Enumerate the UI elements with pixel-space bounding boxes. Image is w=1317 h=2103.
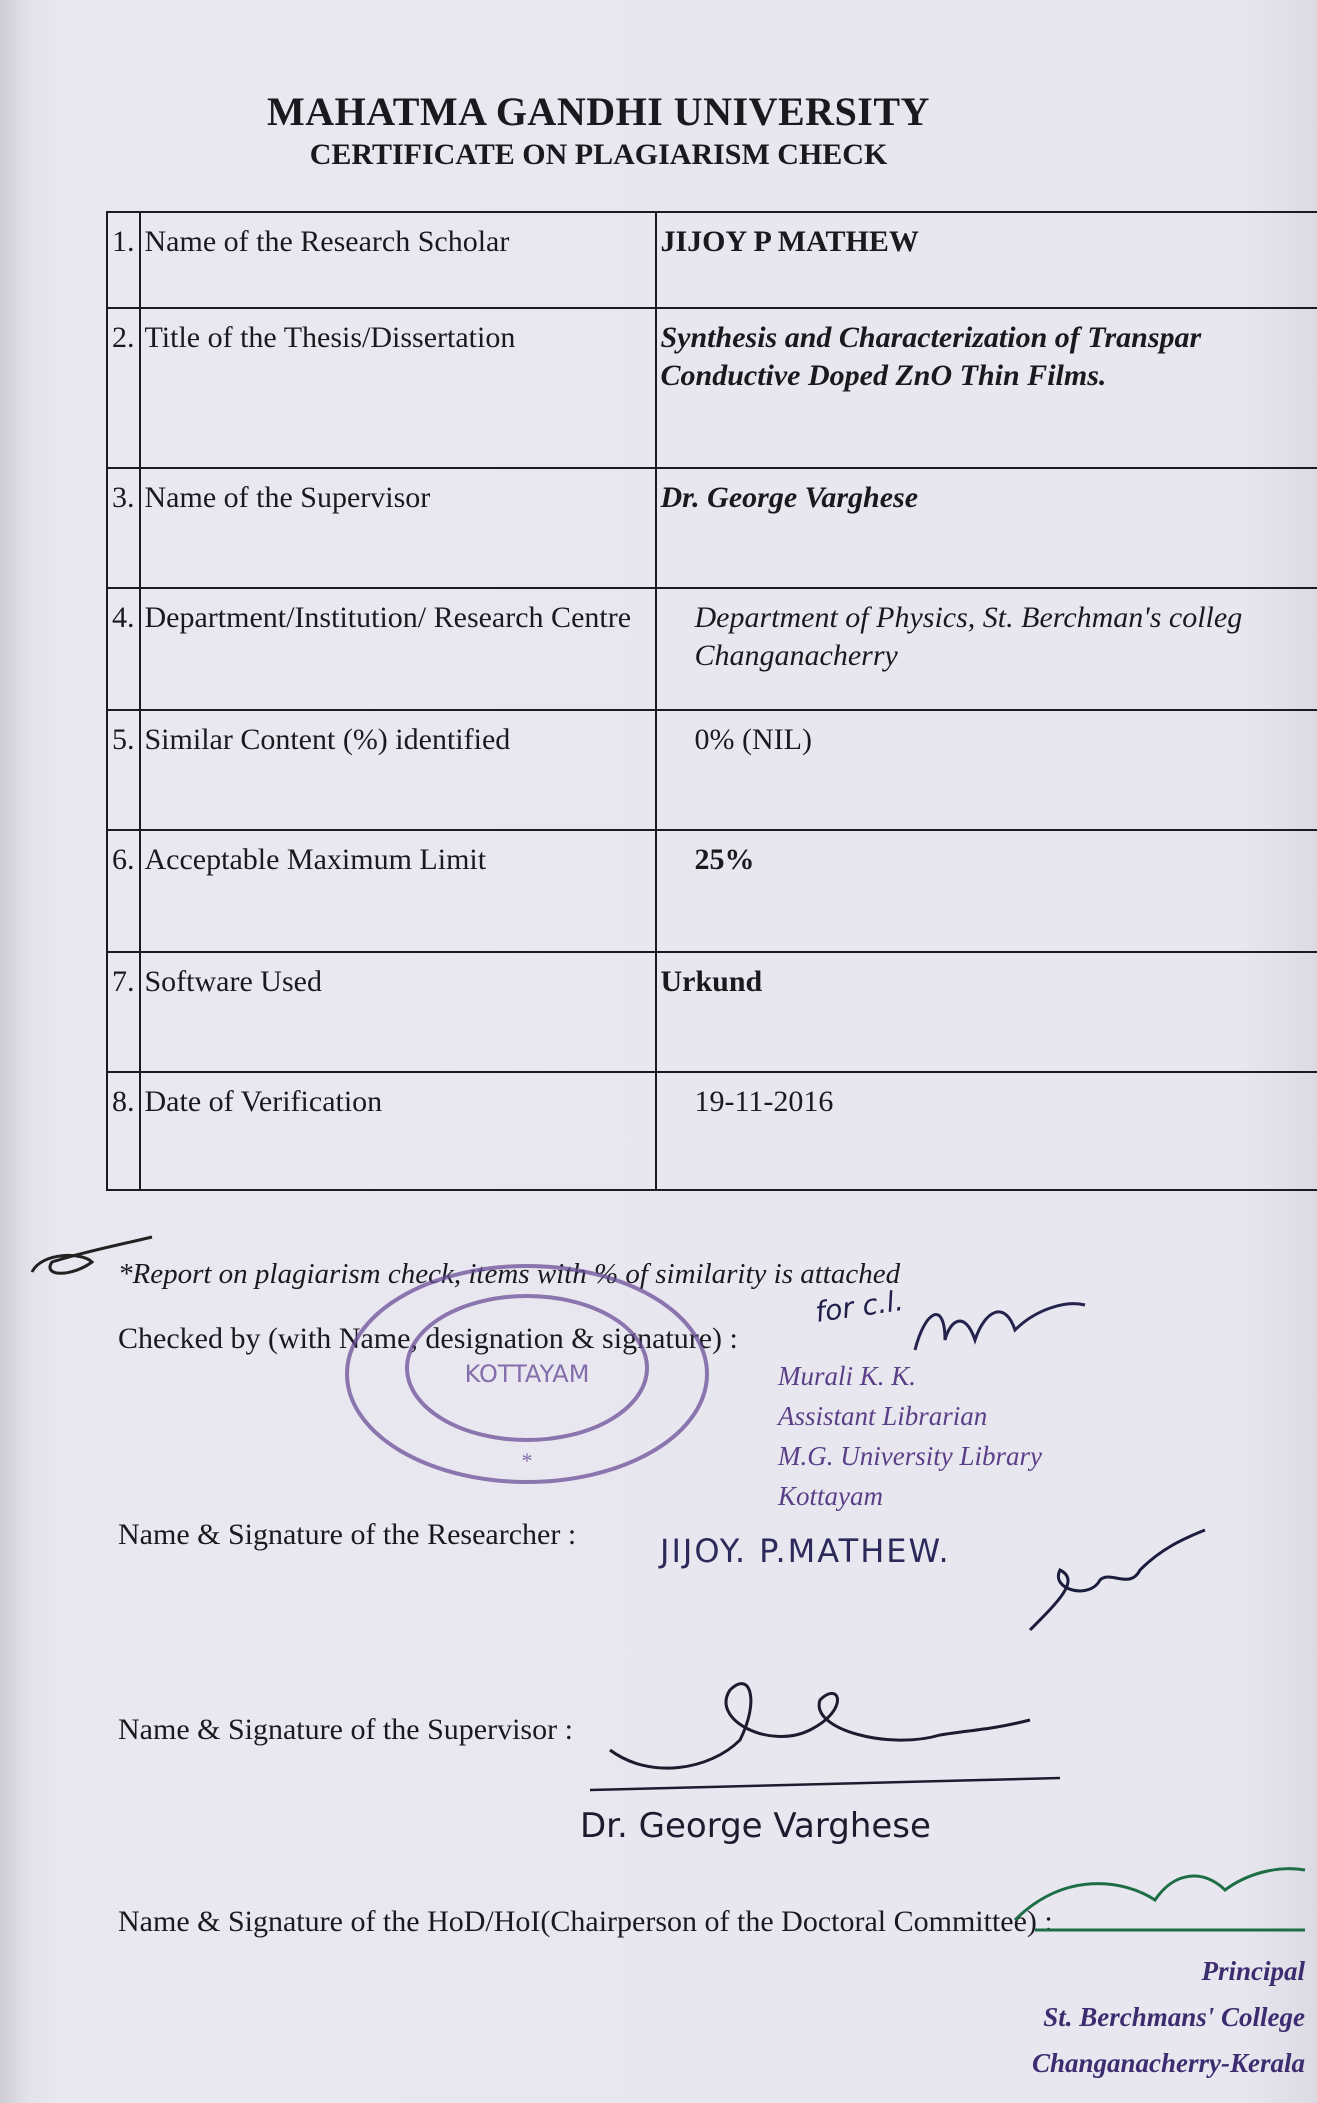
table-row (107, 830, 1317, 952)
stamp-text: KOTTAYAM (464, 1360, 590, 1388)
row-label: Acceptable Maximum Limit (140, 830, 656, 952)
college-place: Changanacherry-Kerala (1031, 2048, 1305, 2078)
hod-signature (1005, 1860, 1315, 1940)
library-name: M.G. University Library (778, 1441, 1042, 1471)
row-number: 4. (107, 588, 140, 710)
row-value (656, 308, 1317, 468)
row-value: 19-11-2016 (656, 1072, 1317, 1190)
row-number: 6. (107, 830, 140, 952)
librarian-title: Assistant Librarian (778, 1401, 988, 1431)
checker-handwriting: for c.l. (813, 1284, 906, 1329)
report-note: *Report on plagiarism check, items with % of similarity is attached (118, 1258, 901, 1290)
row-label: Date of Verification (140, 1072, 656, 1190)
row-number: 8. (107, 1072, 140, 1190)
table-row (107, 588, 1317, 710)
row-label: Name of the Research Scholar (140, 212, 656, 308)
row-label: Similar Content (%) identified (140, 710, 656, 830)
table-row (107, 952, 1317, 1072)
researcher-handwriting: JIJOY. P.MATHEW. (660, 1532, 951, 1570)
librarian-stamp (778, 1356, 1042, 1516)
row-value: 25% (656, 830, 1317, 952)
supervisor-label: Name & Signature of the Supervisor : (118, 1713, 573, 1746)
row-value: Dr. George Varghese (656, 468, 1317, 588)
row-label: Department/Institution/ Research Centre (140, 588, 656, 710)
row-label: Software Used (140, 952, 656, 1072)
library-stamp (342, 1258, 712, 1490)
hod-label: Name & Signature of the HoD/HoI(Chairperson of the Doctoral Committee) : (118, 1905, 1053, 1938)
table-row (107, 1072, 1317, 1190)
checked-by-label: Checked by (with Name, designation & signature) : (118, 1322, 738, 1355)
row-label: Title of the Thesis/Dissertation (140, 308, 656, 468)
details-table (106, 211, 1317, 1191)
researcher-label: Name & Signature of the Researcher : (118, 1518, 577, 1551)
supervisor-signature (590, 1660, 1070, 1810)
department-value: Department of Physics, St. Berchman's colleg Changanacherry (694, 601, 1243, 672)
certificate-title: CERTIFICATE ON PLAGIARISM CHECK (309, 138, 888, 171)
table-row (107, 308, 1317, 468)
university-title: MAHATMA GANDHI UNIVERSITY (267, 89, 930, 134)
row-value: Urkund (656, 952, 1317, 1072)
row-value: JIJOY P MATHEW (656, 212, 1317, 308)
table-row (107, 468, 1317, 588)
researcher-signature (1020, 1530, 1210, 1640)
library-place: Kottayam (778, 1481, 883, 1511)
row-number: 7. (107, 952, 140, 1072)
table-row (107, 710, 1317, 830)
svg-text:*: * (521, 1448, 533, 1473)
thesis-title: Synthesis and Characterization of Transpar Conductive Doped ZnO Thin Films. (660, 321, 1202, 392)
college-name: St. Berchmans' College (1043, 2002, 1305, 2032)
principal-stamp (985, 1948, 1305, 2086)
row-number: 5. (107, 710, 140, 830)
supervisor-handwriting: Dr. George Varghese (580, 1806, 931, 1846)
row-value (656, 588, 1317, 710)
row-number: 1. (107, 212, 140, 308)
row-value: 0% (NIL) (656, 710, 1317, 830)
librarian-name: Murali K. K. (778, 1361, 917, 1391)
table-row (107, 212, 1317, 308)
principal-title: Principal (1201, 1956, 1305, 1986)
row-number: 2. (107, 308, 140, 468)
row-number: 3. (107, 468, 140, 588)
row-label: Name of the Supervisor (140, 468, 656, 588)
